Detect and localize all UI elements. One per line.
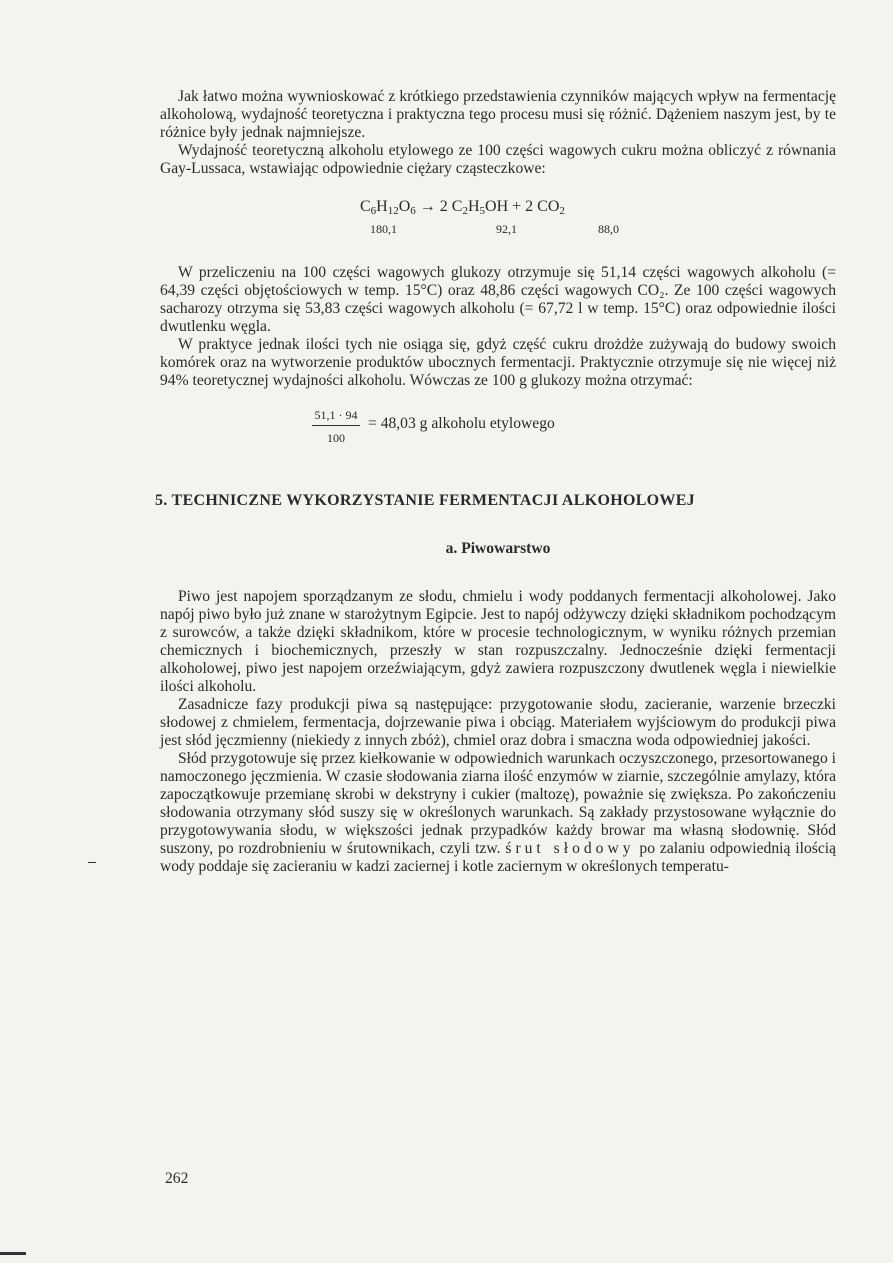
paragraph-conversion: W przeliczeniu na 100 części wagowych glukozy otrzymuje się 51,14 części wagowych alkoholu (= 64,39 części objętościowych w temp. 15°C) oraz 48,86 części wagowych CO₂. Ze 100 części wagowych sacharozy otrzyma się 53,83 części wagowych alkoholu (= 67,72 l w temp. 15°C) oraz odpowiednie ilości dwutlenku węgla. [160, 264, 836, 335]
margin-dash [88, 862, 96, 863]
equation-product-co2: $CO_2$ [537, 198, 565, 217]
paragraph-theoretical-yield: Wydajność teoretyczną alkoholu etylowego ze 100 części wagowych cukru można obliczyć z równania Gay-Lussaca, wstawiając odpowiednie ciężary cząsteczkowe: [160, 142, 836, 177]
equation-product-ethanol: $C_2H_5OH$ [451, 198, 509, 217]
page-body [155, 88, 836, 876]
malt-text-before: Słód przygotowuje się przez kiełkowanie w odpowiednich warunkach oczyszczonego, przesortowanego i namoczonego jęczmienia. W czasie słodowania ziarna ilość enzymów w ziarnie, szczególnie amylazy, która zapoczątkowuje przemianę skrobi w dekstryny i cukier (maltozę), poważnie się zwiększa. Po zakończeniu słodowania otrzymany słód suszy się w określonych warunkach. Są zakłady przystosowane wyłącznie do przygotowywania słodu, w większości jednak przypadków każdy browar ma własną słodownię. Słód suszony, po rozdrobnieniu w śrutownikach, czyli tzw. [160, 750, 836, 857]
paragraph-malt [160, 750, 836, 876]
section-heading: 5. TECHNICZNE WYKORZYSTANIE FERMENTACJI ALKOHOLOWEJ [155, 492, 695, 509]
paragraph-production-phases: Zasadnicze fazy produkcji piwa są następujące: przygotowanie słodu, zacieranie, warzenie brzeczki słodowej z chmielem, fermentacja, dojrzewanie piwa i obciąg. Materiałem wyjściowym do produkcji piwa jest słód jęczmienny (niekiedy z innych zbóż), chmiel oraz dobra i smaczna woda odpowiedniej jakości. [160, 696, 836, 749]
mass-ethanol: 92,1 [496, 222, 517, 236]
equation-reactant: $C_6H_{12}O_6$ [360, 198, 416, 217]
paragraph-practice: W praktyce jednak ilości tych nie osiąga się, gdyż część cukru drożdże zużywają do budowy swoich komórek oraz na wytworzenie produktów ubocznych fermentacji. Praktycznie otrzymuje się nie więcej niż 94% teoretycznej wydajności alkoholu. Wówczas ze 100 g glukozy można otrzymać: [160, 336, 836, 389]
paragraph-intro: Jak łatwo można wywnioskować z krótkiego przedstawienia czynników mających wpływ na fermentację alkoholową, wydajność teoretyczna i praktyczna tego procesu musi się różnić. Dążeniem naszym jest, by te różnice były jednak najmniejsze. [160, 88, 836, 141]
equation-plus: + [512, 198, 522, 215]
page-number: 262 [165, 1170, 189, 1187]
malt-term-spaced: śrut słodowy [505, 840, 635, 857]
fraction-numerator: 51,1 · 94 [312, 406, 360, 426]
equation-coef-1: 2 [439, 198, 448, 215]
fraction-denominator: 100 [327, 431, 345, 445]
yield-calculation [312, 406, 836, 450]
equation-arrow: → [419, 198, 436, 215]
fermentation-equation [360, 198, 836, 240]
equation-coef-2: 2 [525, 198, 534, 215]
fraction-result: = 48,03 g alkoholu etylowego [368, 415, 555, 432]
scan-edge-mark [0, 1252, 26, 1255]
mass-glucose: 180,1 [370, 222, 397, 236]
malt-text-after: po zalaniu odpowiednią ilością wody poddaje się zacieraniu w kadzi zaciernej i kotle zaciernym w określonych temperatu- [160, 840, 836, 875]
mass-co2: 88,0 [598, 222, 619, 236]
subsection-heading: a. Piwowarstwo [445, 540, 551, 557]
paragraph-beer-intro: Piwo jest napojem sporządzanym ze słodu, chmielu i wody poddanych fermentacji alkoholowej. Jako napój piwo było już znane w starożytnym Egipcie. Jest to napój odżywczy dzięki składnikom pochodzącym z surowców, a także dzięki składnikom, które w procesie technologicznym, w wyniku różnych przemian chemicznych i biochemicznych, przeszły w stan rozpuszczalny. Jednocześnie dzięki fermentacji alkoholowej, piwo jest napojem orzeźwiającym, gdyż zawiera rozpuszczony dwutlenek węgla i niewielkie ilości alkoholu. [160, 588, 836, 695]
